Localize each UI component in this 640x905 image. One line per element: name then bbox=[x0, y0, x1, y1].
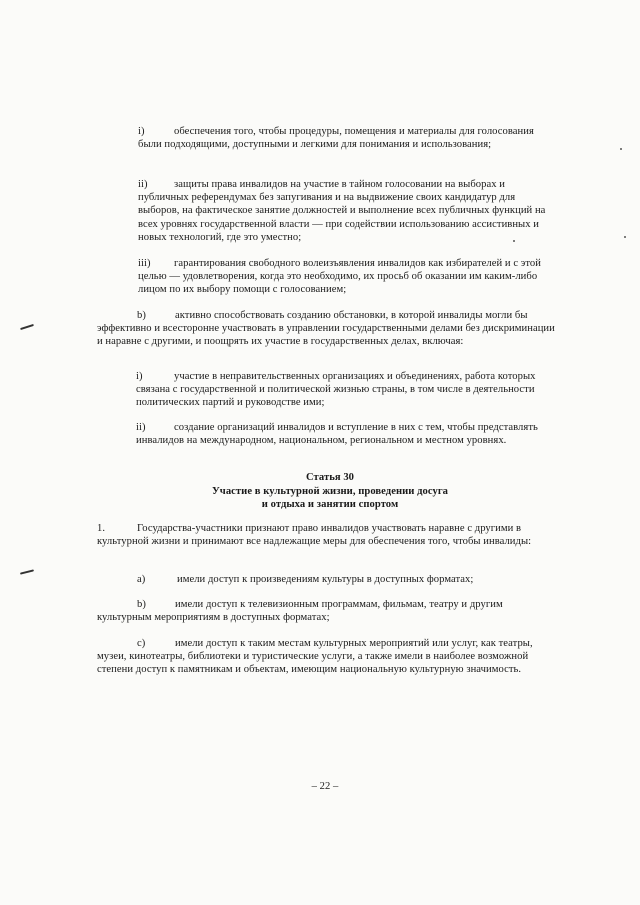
article-subtitle-line1: Участие в культурной жизни, проведении досуга bbox=[211, 486, 449, 497]
article-title: Статья 30 bbox=[305, 472, 355, 483]
scan-mark-left-upper bbox=[20, 324, 34, 330]
article-paragraph-1 bbox=[97, 522, 559, 548]
item-label: iii) bbox=[138, 258, 151, 269]
item-ii-disability-organizations bbox=[136, 421, 548, 447]
article-subtitle-line2: и отдыха и занятии спортом bbox=[261, 499, 399, 510]
item-ii-secret-ballot bbox=[138, 178, 558, 244]
item-label: b) bbox=[137, 310, 146, 321]
item-i-voting-procedures bbox=[138, 125, 536, 151]
item-iii-free-expression bbox=[138, 257, 558, 297]
item-text: имели доступ к таким местам культурных мероприятий или услуг, как театры, музеи, кинотеатры, библиотеки и туристические услуги, а также имели в наиболее возможной степени доступ к памятникам и объектам, имеющим национальную культурную значимость. bbox=[97, 638, 533, 676]
item-label: b) bbox=[137, 599, 146, 610]
item-text: имели доступ к телевизионным программам, фильмам, театру и другим культурным мероприятиям в доступных форматах; bbox=[97, 599, 503, 624]
item-text: активно способствовать созданию обстановки, в которой инвалиды могли бы эффективно и всесторонне участвовать в управлении государственными делами без дискриминации и наравне с другими, и поощрять их участие в государственных делах, включая: bbox=[97, 310, 555, 348]
item-text: гарантирования свободного волеизъявления инвалидов как избирателей и с этой целью — удовлетворения, когда это необходимо, их просьб об оказании им каким-либо лицом по их выбору помощи с голосованием; bbox=[138, 258, 542, 296]
item-label: a) bbox=[137, 574, 146, 585]
item-text: имели доступ к произведениям культуры в доступных форматах; bbox=[177, 574, 474, 585]
item-label: 1. bbox=[97, 523, 106, 534]
item-label: ii) bbox=[136, 422, 146, 433]
article-item-b bbox=[97, 598, 559, 624]
article-item-c bbox=[97, 637, 557, 677]
item-i-ngo-participation bbox=[136, 370, 556, 410]
item-label: c) bbox=[137, 638, 146, 649]
article-item-a bbox=[137, 573, 557, 586]
item-text: обеспечения того, чтобы процедуры, помещения и материалы для голосования были подходящими, доступными и легкими для понимания и использования; bbox=[138, 126, 534, 151]
item-text: участие в неправительственных организациях и объединениях, работа которых связана с государственной и политической жизнью страны, в том числе в деятельности политических партий и руководстве ими; bbox=[136, 371, 536, 409]
item-text: защиты права инвалидов на участие в тайном голосовании на выборах и публичных референдумах без запугивания и на выдвижение своих кандидатур для выборов, на фактическое занятие должностей и выполнение всех публичных функций на всех уровнях государственной власти — при содействии использованию ассистивных и новых технологий, где это уместно; bbox=[138, 179, 546, 243]
scan-dot-1 bbox=[620, 148, 622, 150]
scan-mark-left-lower bbox=[20, 569, 34, 574]
item-text: создание организаций инвалидов и вступление в них с тем, чтобы представлять инвалидов на международном, национальном, региональном и местном уровнях. bbox=[136, 422, 538, 447]
item-label: i) bbox=[138, 126, 145, 137]
page-number: – 22 – bbox=[311, 781, 339, 792]
scan-dot-3 bbox=[624, 236, 626, 238]
item-label: ii) bbox=[138, 179, 148, 190]
item-text: Государства-участники признают право инвалидов участвовать наравне с другими в культурной жизни и принимают все надлежащие меры для обеспечения того, чтобы инвалиды: bbox=[97, 523, 532, 548]
item-b-public-affairs bbox=[97, 309, 559, 349]
item-label: i) bbox=[136, 371, 143, 382]
